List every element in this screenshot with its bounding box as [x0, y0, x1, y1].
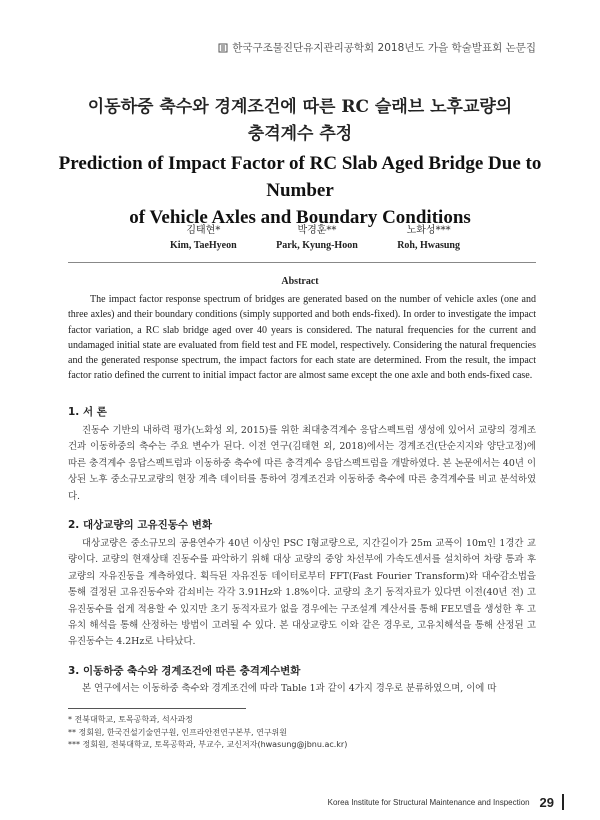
title-korean-line-2: 충격계수 추정	[247, 124, 353, 144]
title-english-line-1: Prediction of Impact Factor of RC Slab Aged Bridge Due to Number	[58, 153, 542, 201]
abstract-text: The impact factor response spectrum of bridges are generated based on the number of vehicle axles (one and three axles) and their boundary conditions (simply supported and both ends-fixed). In order to investigate the impact factor variation, a RC slab bridge aged over 40 years is considered. The natural frequencies for the current and undamaged initial state are evaluated from field test and FE model, respectively. Considering the natural frequencies and the generated response spectrum, the impact factors for each state are determined. From the result, the impact factor ratio defined the current to initial impact factor are almost same except the one axle and both ends-fixed case.	[68, 294, 536, 382]
section-body-natural-frequency: 대상교량은 중소규모의 공용연수가 40년 이상인 PSC I형교량으로, 지간길이가 25m 교폭이 10m인 1경간 교량이다. 교량의 현재상태 진동수를 파악하기 위해 대상 교량의 중앙 차선부에 가속도센서를 설치하여 차량 통과 후 교량의 자유진동을 계측하였다. 획득된 자유진동 데이터로부터 FFT(Fast Fourier Transform)와 대수감소법을 통해 결정된 고유진동수와 감쇠비는 각각 3.91Hz와 1.8%이다. 교량의 초기 동적자료가 있다면 이전(40년 전) 고유진동수를 쉽게 적용할 수 있지만 초기 동적자료가 없을 경우에는 구조설계 계산서를 통해 FE모델을 생성한 후 고유치 해석을 통해 산정하는 방법이 고려될 수 있다. 본 대상교량도 이와 같은 경우로, 고유치해석을 통해 산정된 고유진동수는 4.2Hz로 나타났다.	[68, 538, 536, 648]
footer-bar	[562, 794, 564, 810]
author-list	[170, 221, 460, 251]
journal-header-text: 한국구조물진단유지관리공학회 2018년도 가을 학술발표회 논문집	[232, 42, 536, 54]
section-heading-natural-frequency: 2. 대상교량의 고유진동수 변화	[68, 519, 212, 531]
abstract-title: Abstract	[281, 276, 319, 287]
author-name-english: Kim, TaeHyeon	[170, 240, 237, 251]
section-body-introduction: 진동수 기반의 내하력 평가(노화성 외, 2015)를 위한 최대충격계수 응답스펙트럼 생성에 있어서 교량의 경계조건과 이동하중의 축수는 주요 변수가 된다. 이전 연구(김태현 외, 2018)에서는 경계조건(단순지지와 양단고정)에 따른 충격계수 응답스펙트럼과 이동하중 축수에 따른 충격계수 응답스펙트럼을 개발하였다. 본 논문에서는 40년 이상된 노후 중소규모교량의 현장 계측 데이터를 통하여 경계조건과 이동하중 축수에 따른 충격계수를 비교 분석하였다.	[68, 425, 536, 502]
author-name-korean: 김태현*	[186, 225, 221, 236]
author-name-english: Roh, Hwasung	[397, 240, 460, 251]
header-divider	[68, 262, 536, 263]
page-footer	[300, 794, 564, 810]
book-icon	[218, 43, 228, 53]
title-korean	[40, 94, 560, 148]
footnotes	[68, 714, 536, 752]
author-name-korean: 노화성***	[406, 225, 451, 236]
page-number: 29	[539, 794, 554, 810]
author-name-english: Park, Kyung-Hoon	[276, 240, 358, 251]
author-2	[276, 221, 358, 251]
journal-header	[218, 40, 536, 55]
footnote-2: ** 정회원, 한국건설기술연구원, 인프라안전연구본부, 연구위원	[68, 727, 287, 737]
title-english-line-2: of Vehicle Axles and Boundary Conditions	[129, 207, 471, 228]
footnote-3: *** 정회원, 전북대학교, 토목공학과, 부교수, 교신저자(hwasung@jbnu.ac.kr)	[68, 740, 348, 749]
author-3	[397, 221, 460, 251]
footer-organization: Korea Institute for Structural Maintenance and Inspection	[327, 797, 530, 807]
section-heading-introduction: 1. 서 론	[68, 406, 107, 418]
title-english	[30, 150, 570, 231]
section-heading-impact-factor: 3. 이동하중 축수와 경계조건에 따른 충격계수변화	[68, 665, 301, 677]
footnote-1: * 전북대학교, 토목공학과, 석사과정	[68, 715, 193, 724]
section-body-impact-factor: 본 연구에서는 이동하중 축수와 경계조건에 따라 Table 1과 같이 4가지 경우로 분류하였으며, 이에 따	[82, 683, 497, 694]
author-1	[170, 221, 237, 251]
footnote-divider	[68, 708, 246, 709]
title-korean-line-1: 이동하중 축수와 경계조건에 따른 RC 슬래브 노후교량의	[87, 97, 513, 117]
author-name-korean: 박경훈**	[297, 225, 337, 236]
